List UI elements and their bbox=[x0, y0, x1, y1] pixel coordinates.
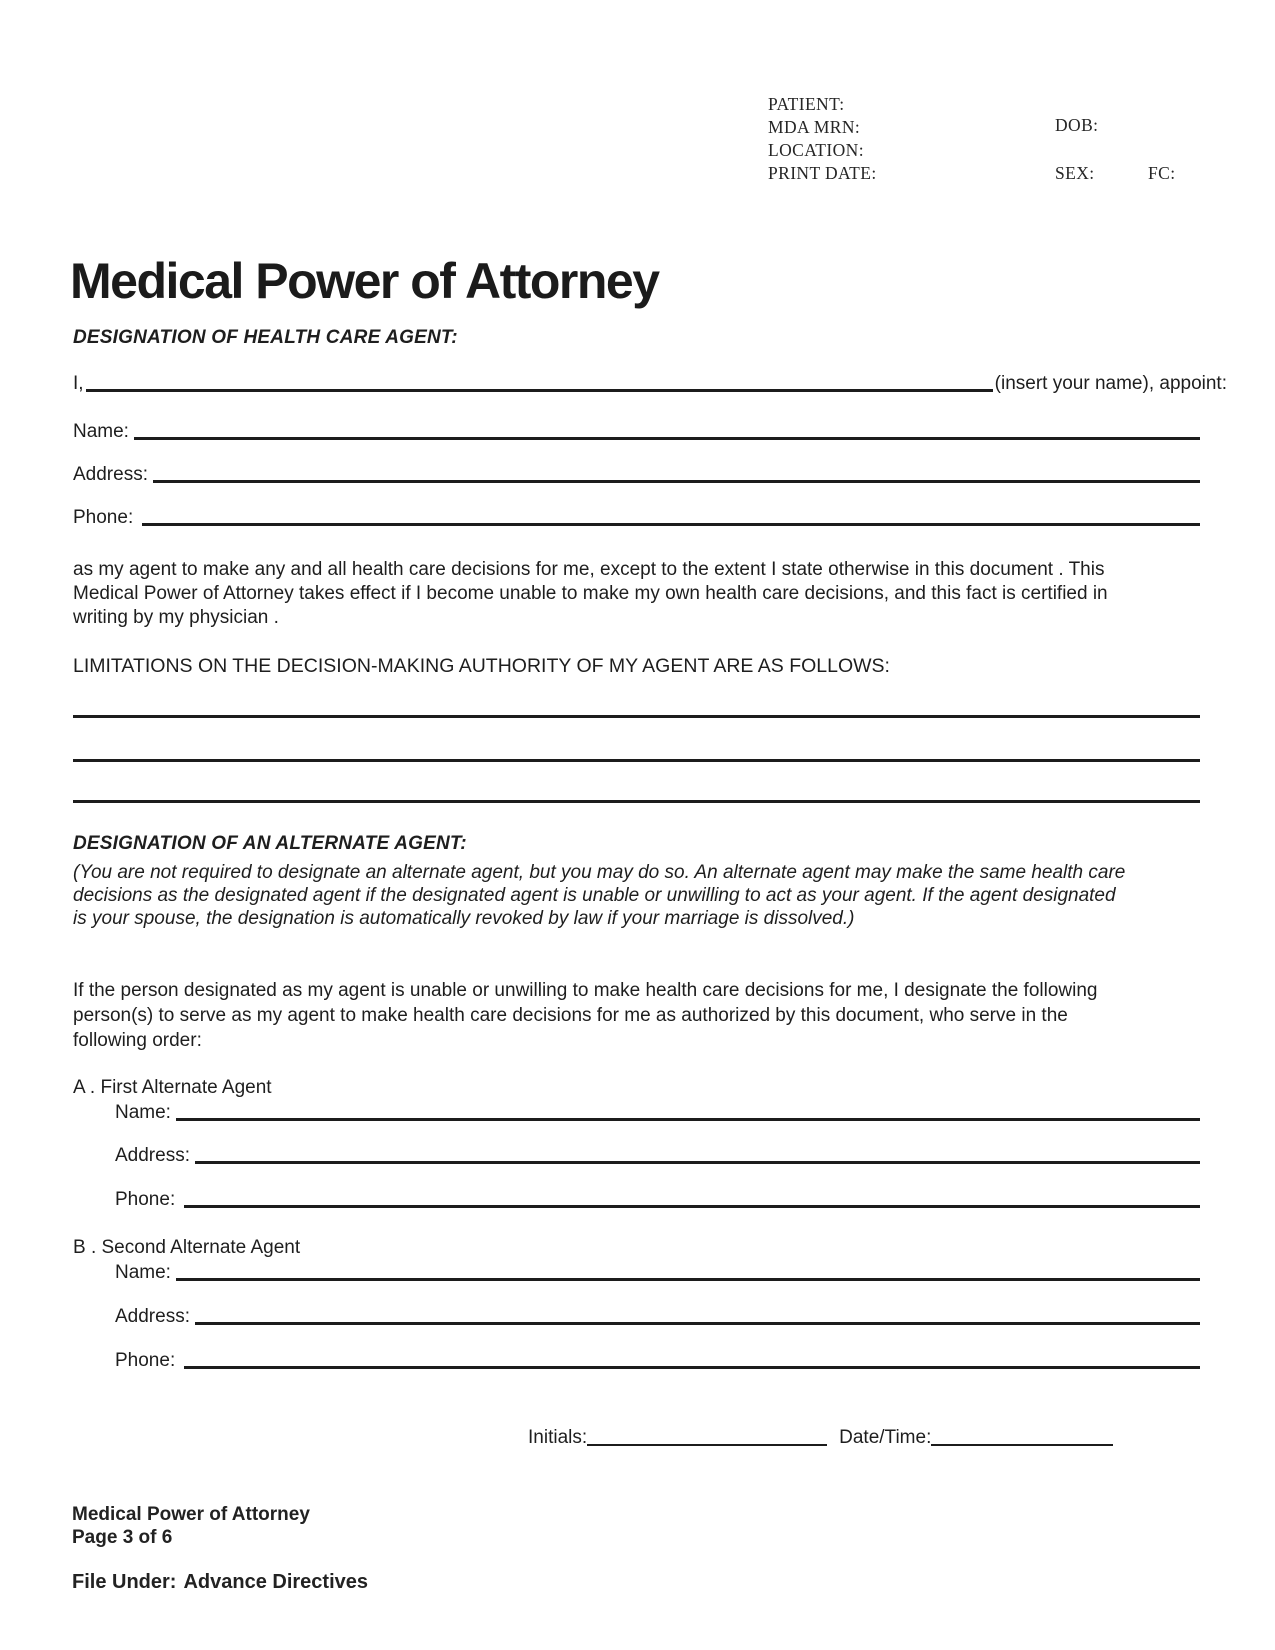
fc-label: FC: bbox=[1148, 163, 1176, 183]
second-alternate-label: B . Second Alternate Agent bbox=[73, 1237, 301, 1258]
footer-page-number: Page 3 of 6 bbox=[72, 1527, 173, 1548]
second-alternate-phone-row bbox=[115, 1346, 1200, 1372]
phone-underline bbox=[142, 523, 1200, 526]
file-under-value: Advance Directives bbox=[183, 1571, 368, 1593]
agent-authority-paragraph: as my agent to make any and all health care decisions for me, except to the extent I state otherwise in this document . This Medical Power of Attorney takes effect if I become unable to make my own health care decisions, and this fact is certified in writing by my physician . bbox=[73, 559, 1108, 628]
address-underline bbox=[195, 1322, 1200, 1325]
initials-underline bbox=[587, 1444, 827, 1446]
limitations-heading: LIMITATIONS ON THE DECISION-MAKING AUTHORITY OF MY AGENT ARE AS FOLLOWS: bbox=[73, 655, 890, 677]
footer bbox=[72, 1503, 310, 1549]
address-label: Address: bbox=[115, 1306, 190, 1327]
name-underline bbox=[176, 1278, 1200, 1281]
first-alternate-label: A . First Alternate Agent bbox=[73, 1077, 272, 1098]
phone-label: Phone: bbox=[115, 1189, 176, 1210]
file-under bbox=[72, 1571, 368, 1594]
appoint-prefix: I, bbox=[73, 373, 84, 394]
first-alternate-name-row bbox=[115, 1098, 1200, 1124]
agent-phone-row bbox=[73, 503, 1200, 529]
first-alternate-phone-row bbox=[115, 1185, 1200, 1211]
phone-underline bbox=[184, 1366, 1200, 1369]
footer-doc-title: Medical Power of Attorney bbox=[72, 1504, 310, 1525]
signoff-row bbox=[528, 1423, 1113, 1449]
address-label: Address: bbox=[73, 464, 148, 485]
second-alternate-address-row bbox=[115, 1302, 1200, 1328]
file-under-label: File Under: bbox=[72, 1571, 177, 1593]
name-label: Name: bbox=[115, 1262, 171, 1283]
address-label: Address: bbox=[115, 1145, 190, 1166]
phone-label: Phone: bbox=[73, 507, 134, 528]
agent-section-heading: DESIGNATION OF HEALTH CARE AGENT: bbox=[73, 327, 458, 348]
phone-underline bbox=[184, 1205, 1200, 1208]
name-label: Name: bbox=[73, 421, 129, 442]
phone-label: Phone: bbox=[115, 1350, 176, 1371]
sex-label: SEX: bbox=[1055, 163, 1095, 183]
appoint-row bbox=[73, 369, 1227, 395]
alternate-body: If the person designated as my agent is unable or unwilling to make health care decisions for me, I designate the following person(s) to serve as my agent to make health care decisions for me as authorized by this document, who serve in the following order: bbox=[73, 980, 1098, 1051]
second-alternate-name-row bbox=[115, 1258, 1200, 1284]
location-label: LOCATION: bbox=[768, 140, 864, 160]
dob-label: DOB: bbox=[1055, 115, 1099, 135]
name-underline bbox=[176, 1118, 1200, 1121]
name-underline bbox=[134, 437, 1200, 440]
patient-label: PATIENT: bbox=[768, 94, 845, 114]
initials-label: Initials: bbox=[528, 1427, 588, 1448]
name-label: Name: bbox=[115, 1102, 171, 1123]
mrn-label: MDA MRN: bbox=[768, 117, 861, 137]
print-date-label: PRINT DATE: bbox=[768, 163, 877, 183]
datetime-label: Date/Time: bbox=[839, 1427, 932, 1448]
first-alternate-address-row bbox=[115, 1141, 1200, 1167]
patient-header bbox=[768, 93, 877, 185]
agent-address-row bbox=[73, 460, 1200, 486]
limitations-line-2 bbox=[73, 759, 1200, 762]
limitations-line-3 bbox=[73, 800, 1200, 803]
appoint-name-underline bbox=[86, 389, 993, 392]
address-underline bbox=[153, 480, 1200, 483]
appoint-suffix: (insert your name), appoint: bbox=[994, 373, 1227, 394]
agent-name-row bbox=[73, 417, 1200, 443]
address-underline bbox=[195, 1161, 1200, 1164]
limitations-line-1 bbox=[73, 715, 1200, 718]
alternate-section-heading: DESIGNATION OF AN ALTERNATE AGENT: bbox=[73, 833, 467, 854]
page-title: Medical Power of Attorney bbox=[70, 253, 659, 309]
alternate-note: (You are not required to designate an alternate agent, but you may do so. An alternate agent may make the same health care decisions as the designated agent if the designated agent is unable or unwilling to act as your agent. If the agent designated is your spouse, the designation is automatically revoked by law if your marriage is dissolved.) bbox=[73, 862, 1126, 929]
datetime-underline bbox=[931, 1444, 1113, 1446]
